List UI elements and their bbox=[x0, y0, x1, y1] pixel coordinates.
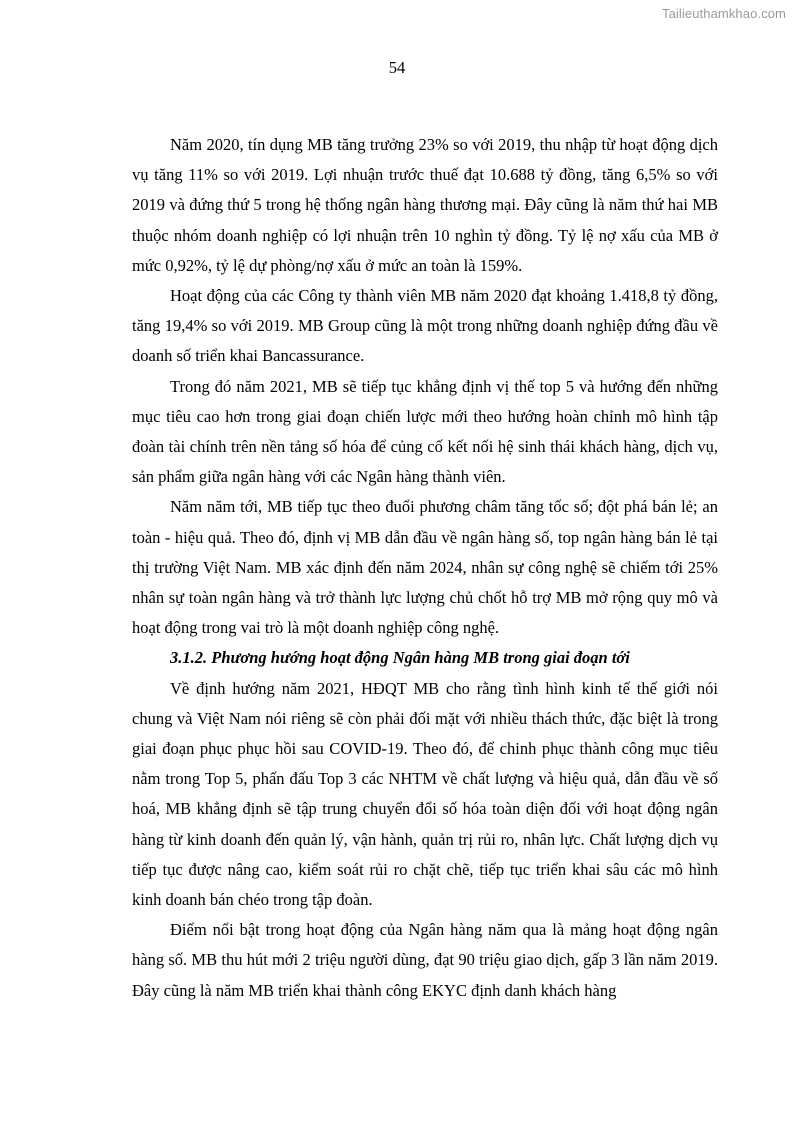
page-number: 54 bbox=[388, 58, 406, 77]
paragraph-2021-strategy: Trong đó năm 2021, MB sẽ tiếp tục khẳng định vị thế top 5 và hướng đến những mục tiêu cao hơn trong giai đoạn chiến lược mới theo hướng hoàn chỉnh mô hình tập đoàn tài chính trên nền tảng số hóa để củng cố kết nối hệ sinh thái khách hàng, dịch vụ, sản phẩm giữa ngân hàng với các Ngân hàng thành viên. bbox=[132, 376, 718, 487]
watermark: Tailieuthamkhao.com bbox=[661, 6, 786, 21]
paragraph-five-year-plan: Năm năm tới, MB tiếp tục theo đuổi phương châm tăng tốc số; đột phá bán lẻ; an toàn - hiệu quả. Theo đó, định vị MB dẫn đầu về ngân hàng số, top ngân hàng bán lẻ tại thị trường Việt Nam. MB xác định đến năm 2024, nhân sự công nghệ sẽ chiếm tới 25% nhân sự toàn ngân hàng và trở thành lực lượng chủ chốt hỗ trợ MB mở rộng quy mô và hoạt động trong vai trò là một doanh nghiệp công nghệ. bbox=[132, 497, 718, 638]
paragraph-credit-growth: Năm 2020, tín dụng MB tăng trưởng 23% so với 2019, thu nhập từ hoạt động dịch vụ tăng 11% so với 2019. Lợi nhuận trước thuế đạt 10.688 tỷ đồng, tăng 6,5% so với 2019 và đứng thứ 5 trong hệ thống ngân hàng thương mại. Đây cũng là năm thứ hai MB thuộc nhóm doanh nghiệp có lợi nhuận trên 10 nghìn tỷ đồng. Tỷ lệ nợ xấu của MB ở mức 0,92%, tỷ lệ dự phòng/nợ xấu ở mức an toàn là 159%. bbox=[132, 135, 718, 275]
paragraph-orientation-2021: Về định hướng năm 2021, HĐQT MB cho rằng tình hình kinh tế thế giới nói chung và Việt Nam nói riêng sẽ còn phải đối mặt với nhiều thách thức, đặc biệt là trong giai đoạn phục phục hồi sau COVID-19. Theo đó, để chinh phục thành công mục tiêu nằm trong Top 5, phấn đấu Top 3 các NHTM về chất lượng và hiệu quả, dẫn đầu về số hoá, MB khẳng định sẽ tập trung chuyển đổi số hóa toàn diện đối với hoạt động ngân hàng từ kinh doanh đến quản lý, vận hành, quản trị rủi ro, nhân lực. Chất lượng dịch vụ tiếp tục được nâng cao, kiểm soát rủi ro chặt chẽ, tiếp tục triển khai sâu các mô hình kinh doanh bán chéo trong tập đoàn. bbox=[132, 678, 718, 910]
document-body bbox=[132, 130, 718, 1006]
paragraph-digital-banking: Điểm nổi bật trong hoạt động của Ngân hàng năm qua là mảng hoạt động ngân hàng số. MB thu hút mới 2 triệu người dùng, đạt 90 triệu giao dịch, gấp 3 lần năm 2019. Đây cũng là năm MB triển khai thành công EKYC định danh khách hàng bbox=[132, 920, 718, 1000]
section-heading: 3.1.2. Phương hướng hoạt động Ngân hàng MB trong giai đoạn tới bbox=[170, 648, 630, 668]
paragraph-member-companies: Hoạt động của các Công ty thành viên MB năm 2020 đạt khoảng 1.418,8 tỷ đồng, tăng 19,4% so với 2019. MB Group cũng là một trong những doanh nghiệp đứng đầu về doanh số triển khai Bancassurance. bbox=[132, 286, 718, 366]
